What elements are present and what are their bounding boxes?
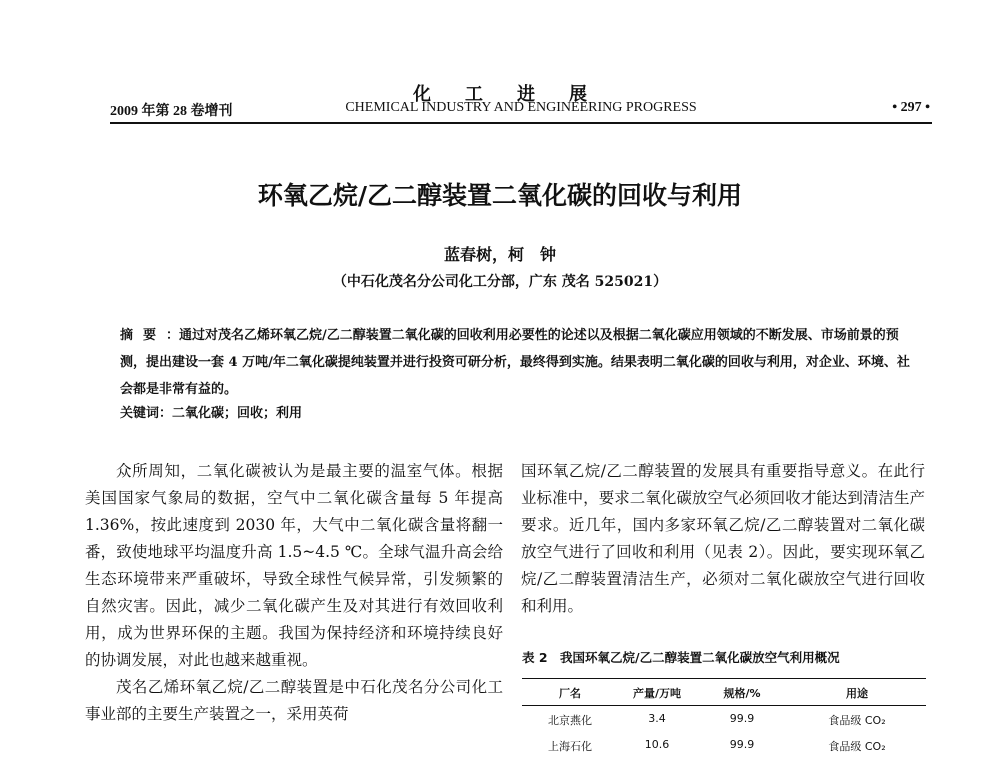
journal-chinese-title: 化工进展 [413,84,621,105]
body-left-column [85,458,503,728]
table-cell: 食品级 CO₂ [828,740,886,753]
table-cell: 99.9 [729,712,755,725]
table-cell: 3.4 [648,712,666,725]
table-cell: 99.9 [729,738,755,751]
table-header-cell: 产量/万吨 [632,687,682,700]
table-caption: 表 2 我国环氧乙烷/乙二醇装置二氧化碳放空气利用概况 [522,650,840,665]
table-cell: 北京燕化 [548,714,592,727]
abstract [120,322,910,403]
page-number: • 297 • [892,100,930,115]
co2-utilization-table [522,678,926,758]
paragraph: 茂名乙烯环氧乙烷/乙二醇装置是中石化茂名分公司化工事业部的主要生产装置之一，采用英荷 [85,678,503,723]
table-header-cell: 用途 [846,687,868,700]
running-header [110,100,932,124]
abstract-label: 摘要 [120,328,167,343]
authors: 蓝春树，柯 钟 [443,245,556,264]
article-title: 环氧乙烷/乙二醇装置二氧化碳的回收与利用 [257,181,743,210]
table-row [522,732,926,758]
table-header-cell: 厂名 [559,687,581,700]
journal-english-title: CHEMICAL INDUSTRY AND ENGINEERING PROGRESS [345,100,697,115]
table-cell: 上海石化 [548,740,592,753]
table-cell: 10.6 [644,738,670,751]
affiliation: （中石化茂名分公司化工分部，广东 茂名 525021） [332,274,668,290]
paragraph: 众所周知，二氧化碳被认为是最主要的温室气体。根据美国国家气象局的数据，空气中二氧化碳含量每 5 年提高 1.36%，按此速度到 2030 年，大气中二氧化碳含量将翻一番，致使地球平均温度升高 1.5~4.5 ℃。全球气温升高会给生态环境带来严重破坏，导致全球性气候异常，引发频繁的自然灾害。因此，减少二氧化碳产生及对其进行有效回收利用，成为世界环保的主题。我国为保持经济和环境持续良好的协调发展，对此也越来越重视。 [85,462,503,669]
table-header-row [522,679,926,706]
abstract-text: ：通过对茂名乙烯环氧乙烷/乙二醇装置二氧化碳的回收利用必要性的论述以及根据二氧化碳应用领域的不断发展、市场前景的预测，提出建设一套 4 万吨/年二氧化碳提纯装置并进行投资可研分析，最终得到实施。结果表明二氧化碳的回收与利用，对企业、环境、社会都是非常有益的。 [120,328,910,397]
keywords-label: 关键词： [120,406,173,421]
table-cell: 食品级 CO₂ [828,714,886,727]
keywords [120,402,910,421]
table-header-cell: 规格/% [723,687,761,700]
issue-info: 2009 年第 28 卷增刊 [110,104,233,119]
body-right-column [521,458,925,620]
paragraph: 国环氧乙烷/乙二醇装置的发展具有重要指导意义。在此行业标准中，要求二氧化碳放空气必须回收才能达到清洁生产要求。近几年，国内多家环氧乙烷/乙二醇装置对二氧化碳放空气进行了回收和利用（见表 2）。因此，要实现环氧乙烷/乙二醇装置清洁生产，必须对二氧化碳放空气进行回收和利用。 [521,462,925,615]
keywords-text: 二氧化碳；回收；利用 [172,406,303,421]
table-row [522,706,926,732]
